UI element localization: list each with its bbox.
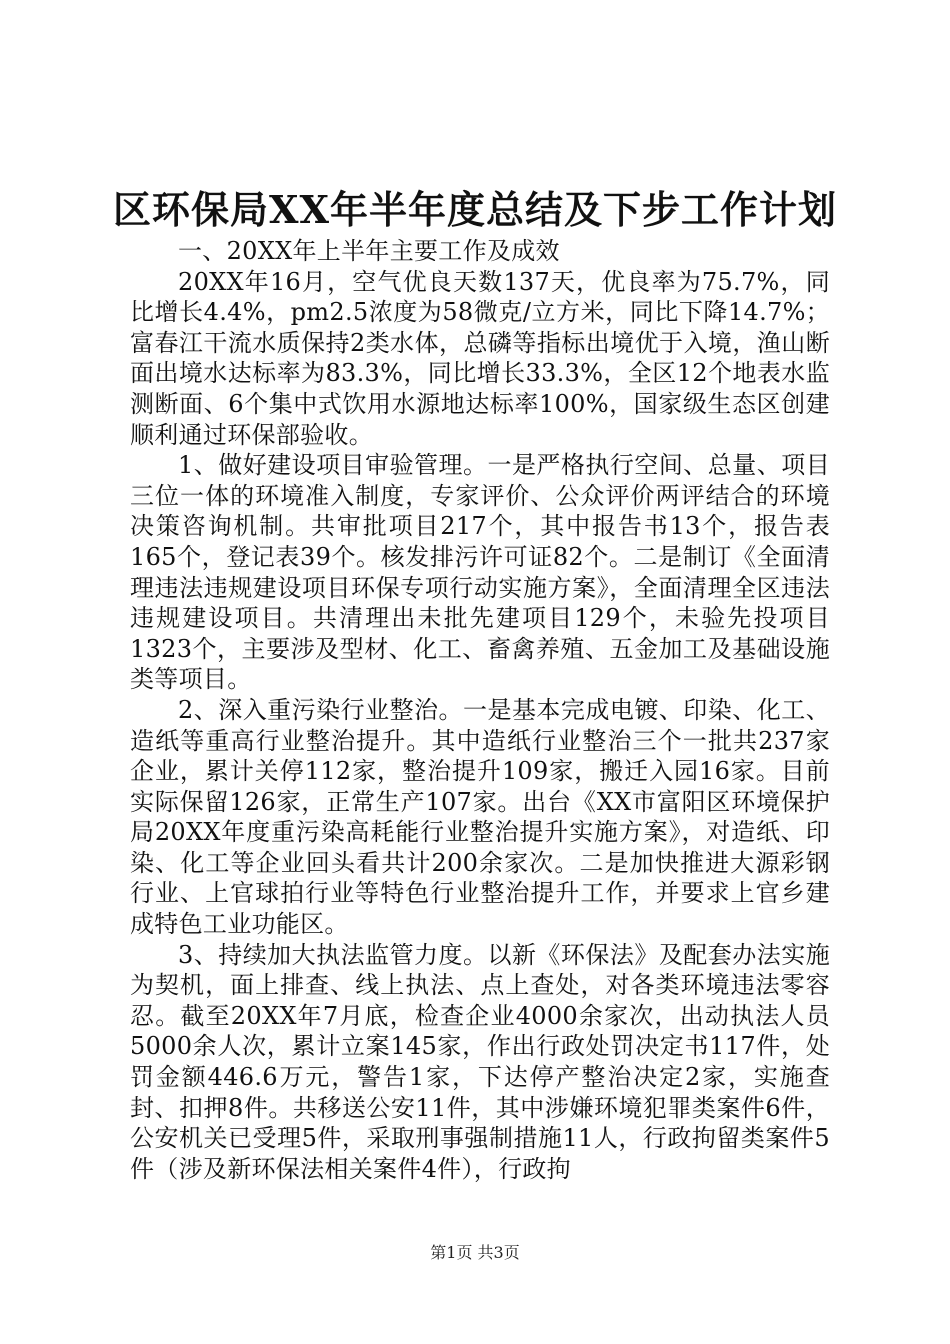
paragraph-item-1: 1、做好建设项目审验管理。一是严格执行空间、总量、项目三位一体的环境准入制度，专家评价、公众评价两评结合的环境决策咨询机制。共审批项目217个，其中报告书13个，报告表165个，登记表39个。核发排污许可证82个。二是制订《全面清理违法违规建设项目环保专项行动实施方案》，全面清理全区违法违规建设项目。共清理出未批先建项目129个，未验先投项目1323个，主要涉及型材、化工、畜禽养殖、五金加工及基础设施类等项目。 <box>130 451 830 694</box>
paragraph-item-3: 3、持续加大执法监管力度。以新《环保法》及配套办法实施为契机，面上排查、线上执法、点上查处，对各类环境违法零容忍。截至20XX年7月底，检查企业4000余家次，出动执法人员5000余人次，累计立案145家，作出行政处罚决定书117件，处罚金额446.6万元，警告1家，下达停产整治决定2家，实施查封、扣押8件。共移送公安11件，其中涉嫌环境犯罪类案件6件，公安机关已受理5件，采取刑事强制措施11人，行政拘留类案件5件（涉及新环保法相关案件4件），行政拘 <box>130 940 830 1183</box>
paragraph-overview: 20XX年16月，空气优良天数137天，优良率为75.7%，同比增长4.4%，pm2.5浓度为58微克/立方米，同比下降14.7%；富春江干流水质保持2类水体，总磷等指标出境优于入境，渔山断面出境水达标率为83.3%，同比增长33.3%，全区12个地表水监测断面、6个集中式饮用水源地达标率100%，国家级生态区创建顺利通过环保部验收。 <box>130 267 830 449</box>
document-title: 区环保局XX年半年度总结及下步工作计划 <box>113 187 837 232</box>
paragraph-item-2: 2、深入重污染行业整治。一是基本完成电镀、印染、化工、造纸等重高行业整治提升。其中造纸行业整治三个一批共237家企业，累计关停112家，整治提升109家，搬迁入园16家。目前实际保留126家，正常生产107家。出台《XX市富阳区环境保护局20XX年度重污染高耗能行业整治提升实施方案》，对造纸、印染、化工等企业回头看共计200余家次。二是加快推进大源彩钢行业、上官球拍行业等特色行业整治提升工作，并要求上官乡建成特色工业功能区。 <box>130 695 830 939</box>
document-body <box>130 236 830 1184</box>
page-number-footer: 第1页 共3页 <box>430 1243 520 1262</box>
section-heading: 一、20XX年上半年主要工作及成效 <box>178 237 560 265</box>
